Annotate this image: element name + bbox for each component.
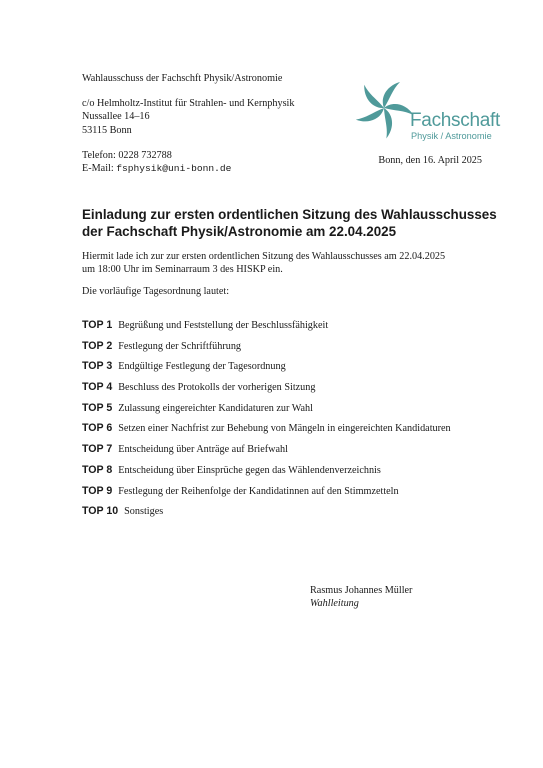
signature-name: Rasmus Johannes Müller: [310, 585, 413, 596]
agenda-lead: Die vorläufige Tagesordnung lautet:: [82, 286, 230, 297]
agenda-item-label: TOP 2: [82, 339, 113, 352]
sender-organization: Wahlausschuss der Fachschft Physik/Astronomie: [82, 73, 283, 84]
email-address: fsphysik@uni-bonn.de: [116, 163, 232, 175]
agenda-item-label: TOP 6: [82, 422, 113, 435]
agenda-item-label: TOP 9: [82, 484, 113, 497]
agenda-item: [82, 402, 502, 423]
agenda-item-text: Beschluss des Protokolls der vorherigen Sitzung: [118, 382, 316, 394]
email-label: E-Mail:: [82, 163, 117, 175]
agenda-item-label: TOP 10: [82, 505, 119, 518]
address-line: 53115 Bonn: [82, 124, 132, 136]
agenda-item-label: TOP 1: [82, 319, 113, 331]
intro-line: Hiermit lade ich zur zur ersten ordentlichen Sitzung des Wahlausschusses am 22.04.2025: [82, 251, 446, 262]
letter-date: Bonn, den 16. April 2025: [378, 155, 482, 166]
agenda-item-label: TOP 3: [82, 360, 113, 373]
sender-email-line: [82, 162, 294, 175]
logo-wordmark: Fachschaft: [410, 110, 500, 131]
letter-title: [82, 206, 497, 240]
title-line: Einladung zur ersten ordentlichen Sitzung des Wahlausschusses: [82, 207, 497, 222]
agenda-item: [82, 485, 502, 506]
agenda-item-text: Festlegung der Reihenfolge der Kandidatinnen auf den Stimmzetteln: [118, 485, 399, 497]
agenda-item-text: Begrüßung und Feststellung der Beschlussfähigkeit: [118, 320, 329, 331]
agenda-list: [82, 319, 502, 526]
agenda-item-text: Setzen einer Nachfrist zur Behebung von Mängeln in eingereichten Kandidaturen: [118, 423, 451, 435]
agenda-item-text: Entscheidung über Anträge auf Briefwahl: [118, 444, 288, 456]
agenda-item: [82, 319, 502, 340]
address-line: c/o Helmholtz-Institut für Strahlen- und Kernphysik: [82, 98, 295, 110]
address-line: Nussallee 14–16: [82, 111, 150, 123]
agenda-item-text: Endgültige Festlegung der Tagesordnung: [118, 361, 286, 373]
title-line: der Fachschaft Physik/Astronomie am 22.04.2025: [82, 224, 397, 239]
agenda-item: [82, 381, 502, 402]
agenda-item-label: TOP 5: [82, 401, 113, 414]
agenda-item: [82, 360, 502, 381]
agenda-item-label: TOP 7: [82, 443, 113, 456]
logo-subtitle: Physik / Astronomie: [411, 131, 492, 141]
signature-role: Wahlleitung: [310, 598, 359, 610]
intro-line: um 18:00 Uhr im Seminarraum 3 des HISKP ein.: [82, 264, 283, 276]
signature-block: [310, 584, 412, 611]
agenda-item-text: Zulassung eingereichter Kandidaturen zur Wahl: [118, 402, 313, 414]
agenda-item-text: Sonstiges: [124, 506, 164, 518]
agenda-item: [82, 340, 502, 361]
agenda-item-text: Entscheidung über Einsprüche gegen das Wählendenverzeichnis: [118, 464, 381, 476]
intro-paragraph: [82, 250, 482, 277]
sender-phone: Telefon: 0228 732788: [82, 149, 172, 161]
agenda-item-text: Festlegung der Schriftführung: [118, 340, 242, 352]
agenda-item: [82, 464, 502, 485]
agenda-item: [82, 422, 502, 443]
agenda-item: [82, 443, 502, 464]
agenda-item-label: TOP 4: [82, 381, 113, 394]
agenda-item: [82, 505, 502, 526]
agenda-item-label: TOP 8: [82, 463, 113, 476]
sender-block: [82, 72, 294, 175]
